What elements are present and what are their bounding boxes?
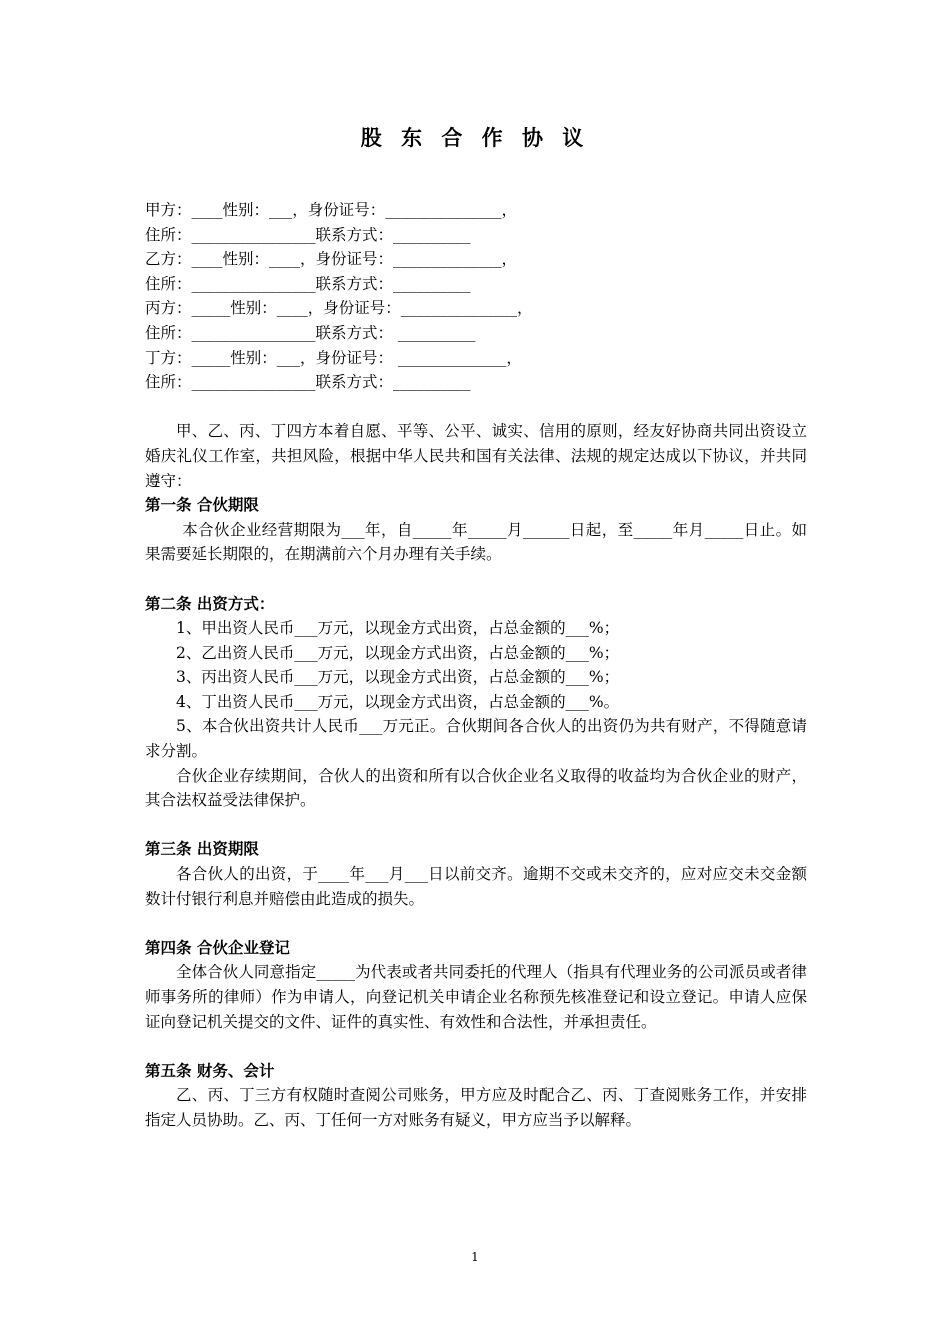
article-4-text: 全体合伙人同意指定_____为代表或者共同委托的代理人（指具有代理业务的公司派员或者律师事务所的律师）作为申请人，向登记机关申请企业名称预先核准登记和设立登记。申请人应保证向登记机关提交的文件、证件的真实性、有效性和合法性，并承担责任。: [145, 963, 807, 1031]
article-2-heading: 第二条 出资方式：: [145, 594, 275, 613]
article-1-heading: 第一条 合伙期限: [145, 496, 259, 515]
article-3-heading: 第三条 出资期限: [145, 840, 259, 859]
address-line-yi: 住所：________________联系方式：__________: [145, 274, 471, 293]
party-block: [145, 198, 807, 395]
article-2-note: 合伙企业存续期间，合伙人的出资和所有以合伙企业名义取得的收益均为合伙企业的财产，其合法权益受法律保护。: [145, 766, 807, 810]
spacer: [145, 395, 807, 420]
article-2-item: 1、甲出资人民币___万元，以现金方式出资，占总金额的___%；: [176, 619, 620, 638]
intro-paragraph: 甲、乙、丙、丁四方本着自愿、平等、公平、诚实、信用的原则，经友好协商共同出资设立婚庆礼仪工作室，共担风险，根据中华人民共和国有关法律、法规的规定达成以下协议，并共同遵守：: [145, 422, 807, 490]
party-line-jia: 甲方：____性别：___，身份证号：_______________，: [145, 201, 518, 219]
article-5-heading: 第五条 财务、会计: [145, 1061, 275, 1080]
article-2-item: 3、丙出资人民币___万元，以现金方式出资，占总金额的___%；: [176, 668, 620, 687]
article-2-item: 4、丁出资人民币___万元，以现金方式出资，占总金额的___%。: [176, 692, 620, 711]
document-body: [145, 198, 807, 1133]
document-title: 股 东 合 作 协 议: [360, 126, 590, 150]
article-2-item-5: 5、本合伙出资共计人民币___万元正。合伙期间各合伙人的出资仍为共有财产，不得随意请求分割。: [145, 717, 807, 761]
article-5-text: 乙、丙、丁三方有权随时查阅公司账务，甲方应及时配合乙、丙、丁查阅账务工作，并安排指定人员协助。乙、丙、丁任何一方对账务有疑义，甲方应当予以解释。: [145, 1086, 807, 1129]
article-1-text: 本合伙企业经营期限为___年，自_____年_____月______日起，至_____年月_____日止。如果需要延长期限的，在期满前六个月办理有关手续。: [145, 520, 807, 564]
spacer: [145, 813, 807, 838]
article-2-item: 2、乙出资人民币___万元，以现金方式出资，占总金额的___%；: [176, 643, 620, 662]
spacer: [145, 567, 807, 592]
address-line-jia: 住所：________________联系方式：__________: [145, 225, 471, 244]
page-number: 1: [471, 1250, 479, 1264]
party-line-ding: 丁方：_____性别：___，身份证号： ______________，: [145, 348, 522, 367]
spacer: [145, 911, 807, 936]
party-line-bing: 丙方：_____性别：____，身份证号：_______________，: [145, 299, 533, 318]
article-4-heading: 第四条 合伙企业登记: [145, 938, 290, 957]
party-line-yi: 乙方：____性别：____，身份证号：______________，: [145, 250, 518, 269]
spacer: [145, 1034, 807, 1059]
address-line-bing: 住所：________________联系方式： __________: [145, 323, 476, 342]
article-3-text: 各合伙人的出资，于____年___月___日以前交齐。逾期不交或未交齐的，应对应交未交金额数计付银行利息并赔偿由此造成的损失。: [145, 865, 807, 908]
address-line-ding: 住所：________________联系方式：__________: [145, 373, 471, 392]
